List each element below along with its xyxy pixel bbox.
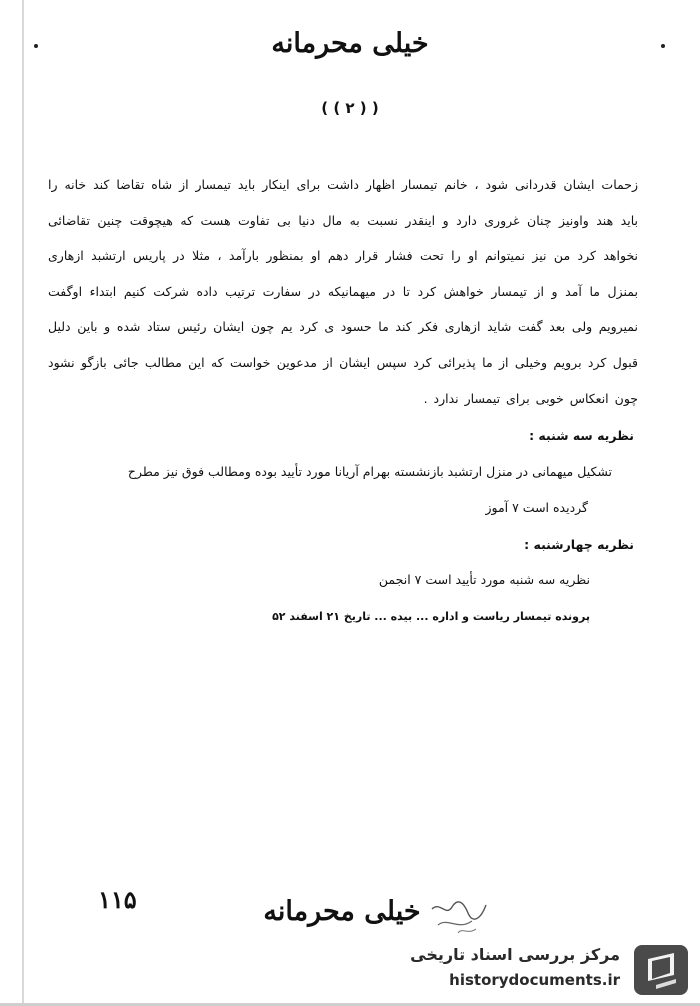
tuesday-heading: نظریه سه شنبه :: [529, 428, 634, 443]
archive-watermark: [410, 941, 700, 1003]
page-number: ( ( ۲ ) ): [321, 99, 379, 117]
body-paragraph: زحمات ایشان قدردانی شود ، خانم تیمسار اظهار داشت برای اینکار باید تیمسار از شاه تقاضا کند خانه را باید هند واونیز چنان غروری دارد و اینقدر نسبت به مال دنیا بی تفاوت هست که هیچوقت چنین تقاضائی نخواهد کرد من نیز نمیتوانم او را تحت فشار قرار دهم او بمنظور بارآمد ، مثلا در پاریس ارتشبد ازهاری بمنزل ما آمد و از تیمسار خواهش کرد تا در میهمانیکه در سفارت ترتیب داده شرکت کنیم ابتداء اوگفت نمیرویم ولی بعد گفت شاید ازهاری فکر کند ما حسود ی کرد یم چون ایشان رئیس ستاد شده و باین دلیل قبول کرد برویم وخیلی از ما پذیرائی کرد سپس ایشان از مدعوین خواست که این مطالب جائی بازگو نشود چون انعکاس خوبی برای تیمسار ندارد .: [48, 177, 638, 406]
watermark-url[interactable]: historydocuments.ir: [449, 971, 620, 989]
archive-logo-icon: [630, 941, 692, 999]
tuesday-opinion-line-1: تشکیل میهمانی در منزل ارتشبد بازنشسته بهرام آریانا مورد تأیید بوده ومطالب فوق نیز مطرح: [127, 464, 612, 479]
wednesday-heading: نظریه چهارشنبه :: [524, 537, 634, 552]
folio-number: ۱۱۵: [98, 885, 137, 914]
tuesday-opinion-line-2: گردیده است ۷ آموز: [485, 500, 588, 515]
page-left-edge: [22, 0, 24, 1006]
approval-line: پرونده تیمسار ریاست و اداره ... بیده ... تاریخ ۲۱ اسفند ۵۲: [272, 610, 590, 623]
wednesday-opinion: نظریه سه شنبه مورد تأیید است ۷ انجمن: [378, 572, 590, 587]
classification-header: خیلی محرمانه: [271, 28, 429, 59]
classification-footer: خیلی محرمانه: [263, 896, 421, 927]
watermark-name: مرکز بررسی اسناد تاریخی: [410, 945, 620, 964]
